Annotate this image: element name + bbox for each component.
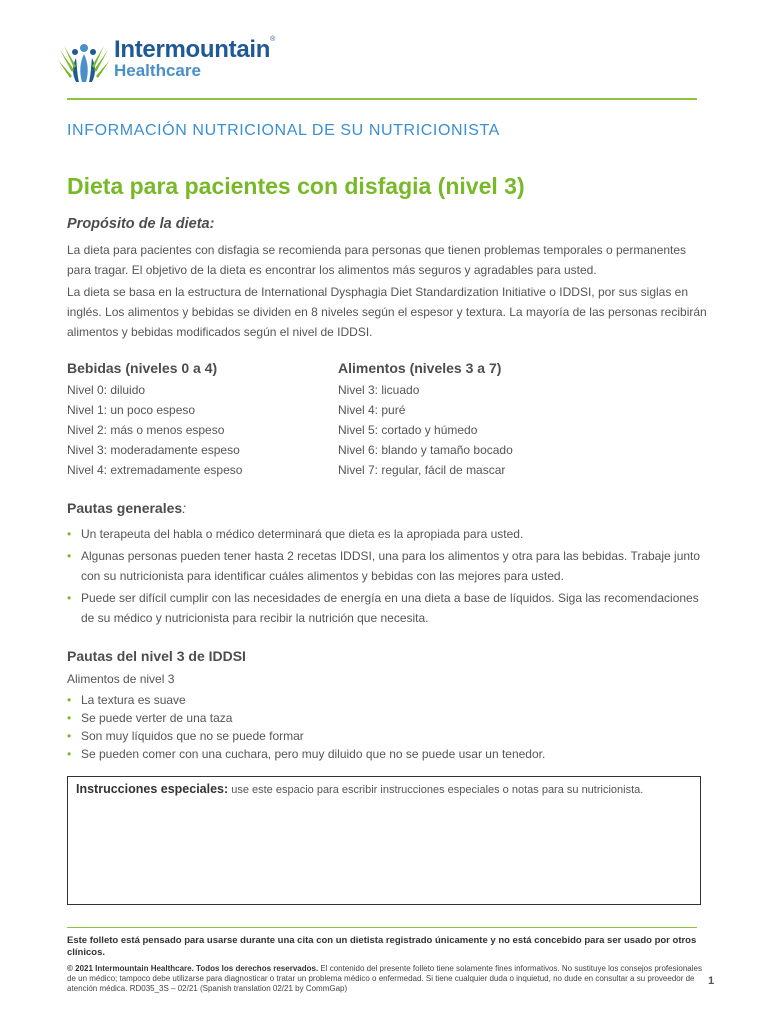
bullet-icon: • [67, 693, 72, 707]
special-instructions-label: Instrucciones especiales: use este espacio para escribir instrucciones especiales o notas para su nutricionista. [76, 782, 644, 796]
special-instructions-box[interactable] [67, 776, 701, 905]
section-kicker: INFORMACIÓN NUTRICIONAL DE SU NUTRICIONISTA [67, 122, 500, 139]
bullet-icon: • [67, 711, 72, 725]
footer-note: Este folleto está pensado para usarse durante una cita con un dietista registrado únicamente y no está concebido para ser usado por otros clínicos. [67, 935, 697, 958]
foods-column [338, 358, 598, 480]
copyright-text: © 2021 Intermountain Healthcare. Todos los derechos reservados. [67, 964, 319, 973]
bullet-icon: • [67, 591, 72, 605]
list-item: • La textura es suave [67, 693, 186, 707]
drinks-item: Nivel 0: diluido [67, 383, 146, 397]
list-item: • Se pueden comer con una cuchara, pero muy diluido que no se puede usar un tenedor. [67, 747, 546, 761]
drinks-heading: Bebidas (niveles 0 a 4) [67, 360, 218, 376]
foods-item: Nivel 4: puré [338, 403, 406, 417]
list-item: • Se puede verter de una taza [67, 711, 233, 725]
bullet-icon: • [67, 729, 72, 743]
level3-heading: Pautas del nivel 3 de IDDSI [67, 648, 246, 664]
special-instructions-hint: use este espacio para escribir instrucciones especiales o notas para su nutricionista. [228, 784, 644, 796]
logo-figures-icon [58, 40, 110, 82]
purpose-paragraph-1: La dieta para pacientes con disfagia se recomienda para personas que tienen problemas temporales o permanentes para tragar. El objetivo de la dieta es encontrar los alimentos más seguros y agradables para usted. [67, 243, 687, 277]
footer-legal [67, 964, 707, 994]
foods-item: Nivel 3: licuado [338, 383, 420, 397]
bullet-icon: • [67, 747, 72, 761]
foods-heading: Alimentos (niveles 3 a 7) [338, 360, 502, 376]
drinks-item: Nivel 1: un poco espeso [67, 403, 196, 417]
drinks-item: Nivel 2: más o menos espeso [67, 423, 225, 437]
level3-subheading: Alimentos de nivel 3 [67, 672, 175, 686]
general-guidelines-heading: Pautas generales: [67, 500, 187, 516]
page-number: 1 [708, 975, 715, 987]
general-guidelines-list [67, 524, 707, 630]
registered-mark: ® [270, 36, 275, 43]
page-title: Dieta para pacientes con disfagia (nivel 3) [67, 173, 525, 199]
bullet-icon: • [67, 549, 72, 563]
list-item: • Un terapeuta del habla o médico determinará que dieta es la apropiada para usted. [67, 524, 707, 544]
purpose-heading: Propósito de la dieta: [67, 216, 215, 232]
purpose-paragraph-2: La dieta se basa en la estructura de International Dysphagia Diet Standardization Initiative o IDDSI, por sus siglas en inglés. Los alimentos y bebidas se dividen en 8 niveles según el espesor y textura. La mayoría de las personas recibirán alimentos y bebidas modificados según el nivel de IDDSI. [67, 285, 707, 339]
disclaimer-text: El contenido del presente folleto tiene solamente fines informativos. No sustituye los consejos profesionales de un médico; tampoco debe utilizarse para diagnosticar o tratar un problema médico o enfermedad. Si tiene cualquier duda o inquietud, no dude en consultar a su proveedor de atención médica. RD035_3S – 02/21 (Spanish translation 02/21 by CommGap) [67, 964, 702, 993]
foods-item: Nivel 7: regular, fácil de mascar [338, 463, 506, 477]
footer-divider [67, 927, 697, 928]
header-divider [67, 98, 697, 100]
list-item: • Son muy líquidos que no se puede formar [67, 729, 304, 743]
logo-subwordmark: Healthcare [114, 61, 201, 80]
list-item: • Puede ser difícil cumplir con las necesidades de energía en una dieta a base de líquidos. Siga las recomendaciones de su médico y nutricionista para recibir la nutrición que necesita. [67, 588, 707, 628]
foods-item: Nivel 5: cortado y húmedo [338, 423, 478, 437]
drinks-column [67, 358, 327, 480]
level3-list [67, 691, 707, 763]
drinks-item: Nivel 4: extremadamente espeso [67, 463, 243, 477]
logo-wordmark: Intermountain® [114, 36, 275, 63]
drinks-item: Nivel 3: moderadamente espeso [67, 443, 240, 457]
list-item: • Algunas personas pueden tener hasta 2 recetas IDDSI, una para los alimentos y otra para las bebidas. Trabaje junto con su nutricionista para identificar cuáles alimentos y bebidas con las mejores para usted. [67, 546, 707, 586]
intermountain-logo [58, 36, 298, 84]
foods-item: Nivel 6: blando y tamaño bocado [338, 443, 513, 457]
bullet-icon: • [67, 527, 72, 541]
